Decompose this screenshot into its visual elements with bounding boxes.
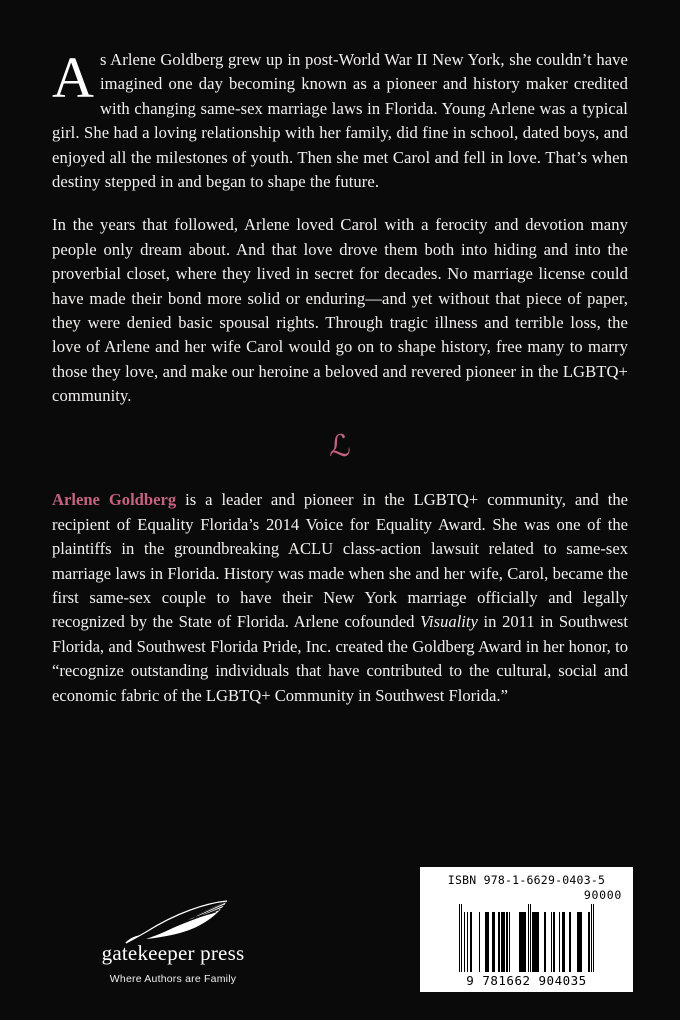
- price-code: 90000: [583, 888, 622, 902]
- drop-cap: A: [52, 45, 94, 110]
- ornament-divider: ℒ: [329, 429, 351, 465]
- author-bio-italic-title: Visuality: [420, 612, 478, 632]
- author-name: Arlene Goldberg: [52, 490, 177, 510]
- cover-footer: [0, 820, 680, 1020]
- barcode-digits: 9 781662 904035: [466, 973, 587, 988]
- author-bio-part-2: in 2011 in Southwest Florida, and Southwest Florida Pride, Inc. created the Goldberg Award in her honor, to “recognize outstanding individuals that have contributed to the cultural, social and economic fabric of the LGBTQ+ Community in Southwest Florida.”: [52, 612, 628, 705]
- author-bio-part-1: is a leader and pioneer in the LGBTQ+ community, and the recipient of Equality Florida’s 2014 Voice for Equality Award. She was one of the plaintiffs in the groundbreaking ACLU class-action lawsuit related to same-sex marriage laws in Florida. History was made when she and her wife, Carol, became the first same-sex couple to have their New York marriage officially and legally recognized by the State of Florida. Arlene cofounded: [52, 490, 628, 632]
- blurb-paragraph-2: In the years that followed, Arlene loved Carol with a ferocity and devotion many people only dream about. And that love drove them both into hiding and into the proverbial closet, where they lived in secret for decades. No marriage license could have made their bond more solid or enduring—and yet without that piece of paper, they were denied basic spousal rights. Through tragic illness and terrible loss, the love of Arlene and her wife Carol would go on to shape history, free many to marry those they love, and make our heroine a beloved and revered pioneer in the LGBTQ+ community.: [52, 215, 628, 406]
- isbn-barcode: [420, 867, 633, 992]
- blurb-paragraph-1-text: s Arlene Goldberg grew up in post-World War II New York, she couldn’t have imagined one day becoming known as a pioneer and history maker credited with changing same-sex marriage laws in Florida. Young Arlene was a typical girl. She had a loving relationship with her family, did fine in school, dated boys, and enjoyed all the milestones of youth. Then she met Carol and fell in love. That’s when destiny stepped in and began to shape the future.: [52, 50, 628, 191]
- author-bio-section: [52, 488, 628, 708]
- blurb-paragraph-1: [52, 45, 628, 194]
- publisher-logo: [68, 899, 278, 985]
- author-bio-paragraph: [52, 488, 628, 708]
- isbn-text: ISBN 978-1-6629-0403-5: [447, 873, 606, 887]
- blurb-section: [52, 45, 628, 408]
- publisher-name: gatekeeper press: [101, 941, 245, 965]
- quill-icon: [68, 899, 278, 945]
- publisher-tagline: Where Authors are Family: [109, 973, 237, 985]
- barcode-bars: [427, 904, 626, 972]
